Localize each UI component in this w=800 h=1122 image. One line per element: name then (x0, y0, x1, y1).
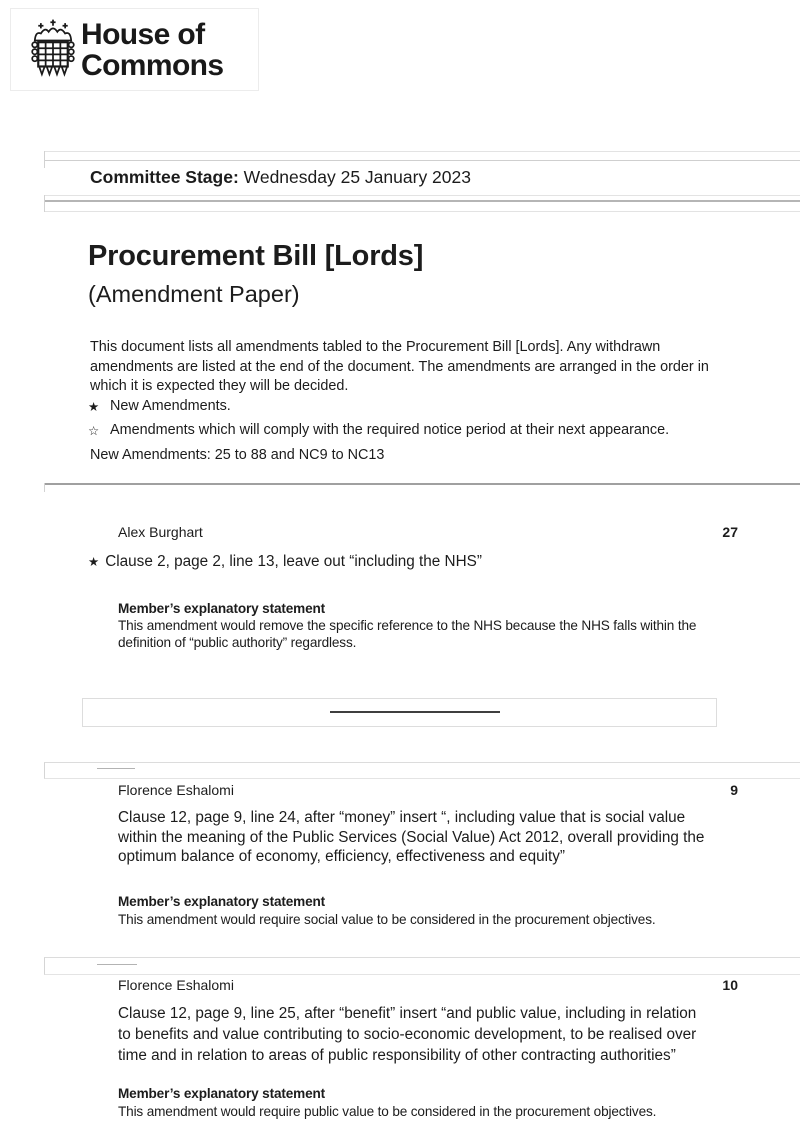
logo-wordmark (81, 19, 223, 81)
rule-tick (44, 195, 45, 212)
explanatory-heading: Member’s explanatory statement (118, 894, 326, 909)
stage-date: Wednesday 25 January 2023 (238, 167, 471, 187)
rule-tick (44, 151, 45, 168)
clause-text: Clause 12, page 9, line 25, after “benefit” insert “and public value, including in relation to benefits and value contributing to socio-economic development, to be realised over time and in relation to areas of public responsibility of other contracting authorities” (118, 1005, 697, 1064)
new-amendment-star-icon: ★ (88, 555, 100, 569)
horizontal-rule (44, 200, 800, 202)
page-break-band (44, 762, 800, 779)
horizontal-rule (44, 151, 800, 152)
house-of-commons-logo (10, 8, 259, 91)
committee-stage-heading (90, 167, 471, 188)
clause-text: Clause 2, page 2, line 13, leave out “including the NHS” (105, 553, 482, 570)
horizontal-rule (44, 195, 800, 196)
explanatory-text: This amendment would require public value to be considered in the procurement objectives. (118, 1104, 657, 1119)
paper-subtitle: (Amendment Paper) (88, 281, 300, 307)
bill-title: Procurement Bill [Lords] (88, 240, 424, 272)
logo-line1: House of (81, 18, 205, 51)
explanatory-text: This amendment would require social value to be considered in the procurement objectives. (118, 912, 656, 927)
page-break-fragment (97, 964, 137, 965)
amendment-clause-line (88, 552, 482, 572)
logo-line2: Commons (81, 49, 224, 82)
explanatory-heading: Member’s explanatory statement (118, 1086, 326, 1101)
amendment-sponsor: Florence Eshalomi (118, 782, 234, 798)
new-amendments-note: New Amendments: 25 to 88 and NC9 to NC13 (90, 447, 385, 463)
outline-star-icon: ☆ (88, 424, 100, 438)
amendment-number: 9 (730, 782, 738, 798)
horizontal-rule (44, 160, 800, 161)
amendment-sponsor: Florence Eshalomi (118, 977, 234, 993)
clause-text: Clause 12, page 9, line 24, after “money” insert “, including value that is social value within the meaning of the Public Services (Social Value) Act 2012, overall providing the optimum balance of economy, efficiency, effectiveness and equity” (118, 809, 705, 865)
explanatory-text: This amendment would remove the specific reference to the NHS because the NHS falls within the definition of “public authority” regardless. (118, 618, 697, 651)
page-break-band (44, 957, 800, 975)
rule-tick (44, 483, 45, 492)
intro-paragraph: This document lists all amendments tabled to the Procurement Bill [Lords]. Any withdrawn amendments are listed at the end of the document. The amendments are arranged in the order in which it is expected they will be decided. (90, 339, 709, 394)
amendment-number: 27 (722, 524, 738, 540)
explanatory-heading: Member’s explanatory statement (118, 601, 326, 616)
legend-notice-period: Amendments which will comply with the required notice period at their next appearance. (110, 422, 670, 438)
page-break-fragment (97, 768, 135, 769)
amendment-sponsor: Alex Burghart (118, 524, 203, 540)
section-rule (44, 483, 800, 485)
filled-star-icon: ★ (88, 400, 100, 414)
legend-new-amendments: New Amendments. (110, 398, 231, 414)
portcullis-icon (27, 17, 79, 83)
section-divider-line (330, 711, 500, 713)
stage-label: Committee Stage: (90, 167, 239, 187)
amendment-number: 10 (722, 977, 738, 993)
horizontal-rule (44, 211, 800, 212)
